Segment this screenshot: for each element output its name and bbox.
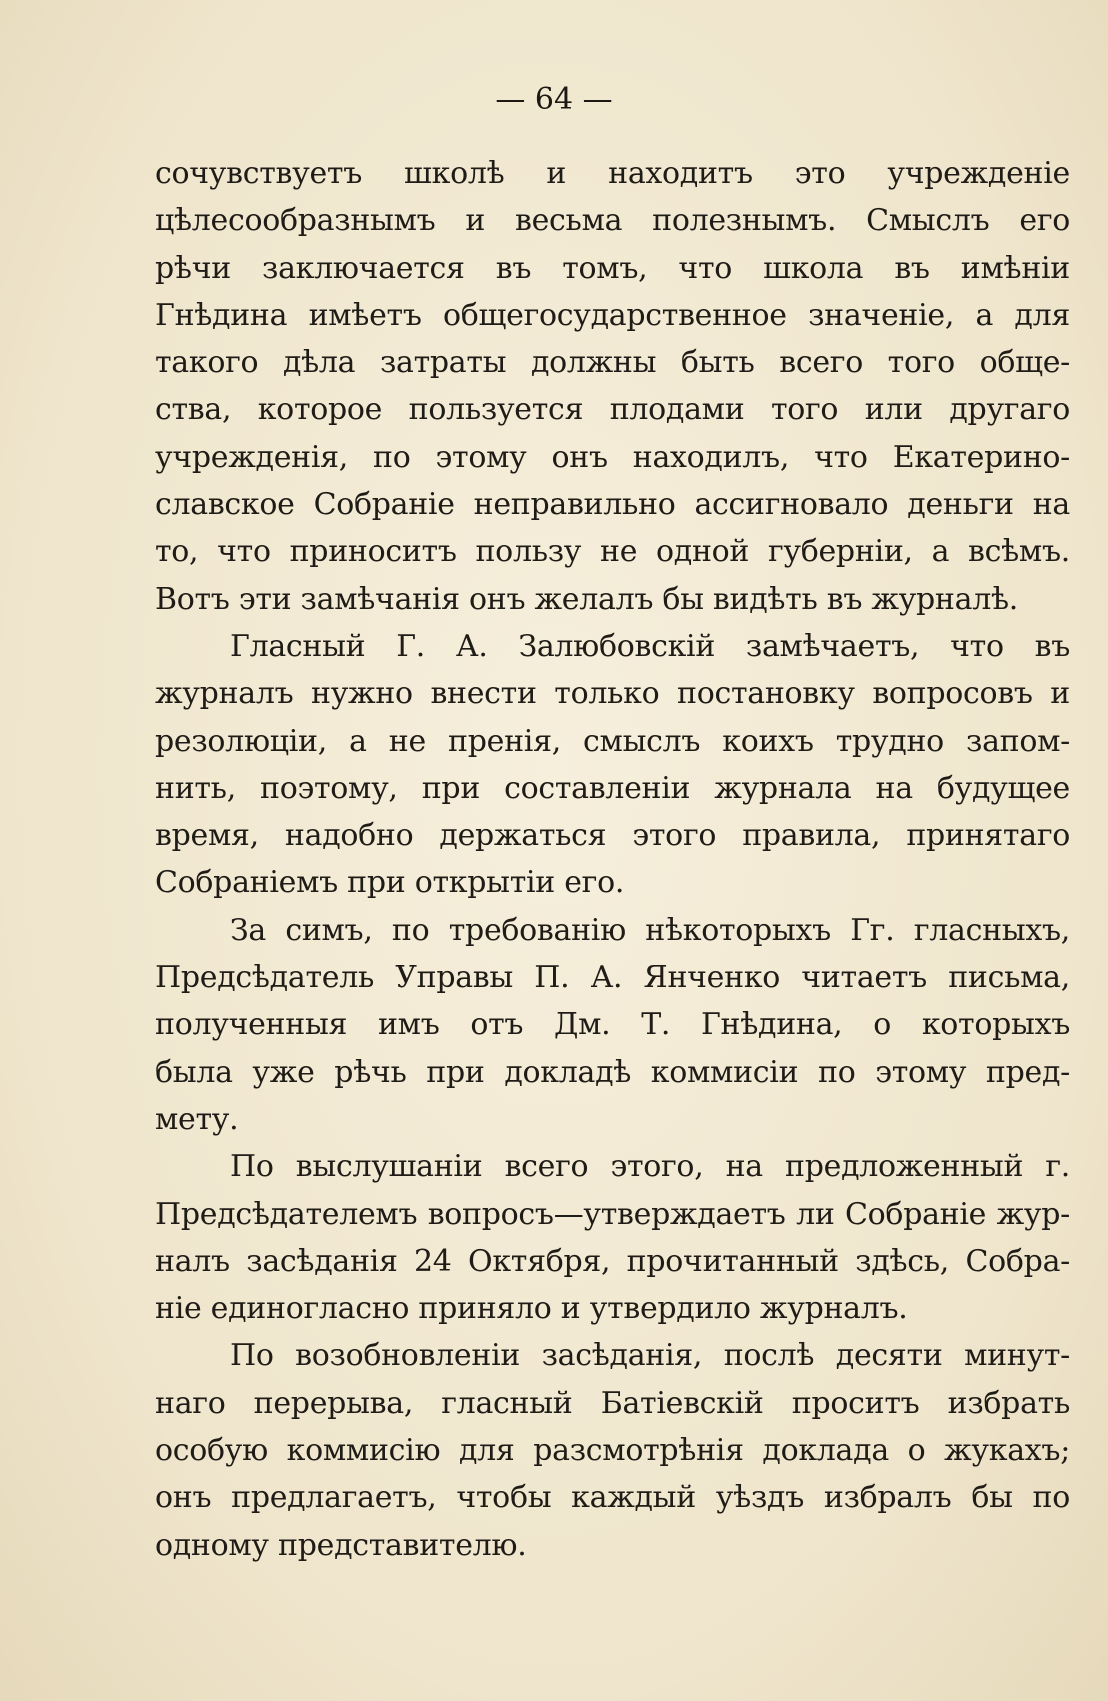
- text-line: Вотъ эти замѣчанія онъ желалъ бы видѣть въ журналѣ.: [155, 581, 1018, 617]
- text-line: полученныя имъ отъ Дм. Т. Гнѣдина, о которыхъ: [155, 1007, 1070, 1043]
- text-line: онъ предлагаетъ, чтобы каждый уѣздъ избралъ бы по: [155, 1480, 1070, 1516]
- text-line: резолюціи, а не пренія, смыслъ коихъ трудно запом-: [155, 723, 1070, 759]
- text-line: Предсѣдатель Управы П. А. Янченко читаетъ письма,: [155, 960, 1070, 996]
- text-line: наго перерыва, гласный Батіевскій проситъ избрать: [155, 1385, 1070, 1421]
- page-text-body: [155, 150, 1070, 1569]
- page-number: — 64 —: [495, 82, 613, 117]
- text-line: По выслушаніи всего этого, на предложенный г.: [230, 1149, 1070, 1185]
- text-line: одному представителю.: [155, 1527, 527, 1563]
- text-line: сочувствуетъ школѣ и находитъ это учрежденіе: [155, 156, 1070, 191]
- text-line: рѣчи заключается въ томъ, что школа въ имѣніи: [155, 250, 1070, 286]
- text-line: журналъ нужно внести только постановку вопросовъ и: [155, 676, 1070, 712]
- text-line: налъ засѣданія 24 Октября, прочитанный здѣсь, Собра-: [155, 1243, 1070, 1279]
- text-line: Гнѣдина имѣетъ общегосударственное значеніе, а для: [155, 297, 1070, 333]
- text-line: то, что приноситъ пользу не одной губерніи, а всѣмъ.: [155, 534, 1070, 570]
- text-line: такого дѣла затраты должны быть всего того обще-: [155, 345, 1070, 381]
- text-line: славское Собраніе неправильно ассигновало деньги на: [155, 487, 1070, 523]
- text-line: ніе единогласно приняло и утвердило журналъ.: [155, 1291, 908, 1327]
- text-line: учрежденія, по этому онъ находилъ, что Екатерино-: [155, 439, 1070, 475]
- text-line: мету.: [155, 1101, 239, 1137]
- text-line: Предсѣдателемъ вопросъ—утверждаетъ ли Собраніе жур-: [155, 1196, 1070, 1232]
- text-line: Собраніемъ при открытіи его.: [155, 865, 625, 901]
- text-line: была уже рѣчь при докладѣ коммисіи по этому пред-: [155, 1054, 1070, 1090]
- text-line: особую коммисію для разсмотрѣнія доклада о жукахъ;: [155, 1433, 1070, 1469]
- text-line: За симъ, по требованію нѣкоторыхъ Гг. гласныхъ,: [230, 912, 1070, 948]
- text-line: время, надобно держаться этого правила, принятаго: [155, 818, 1070, 854]
- text-line: ства, которое пользуется плодами того или другаго: [155, 392, 1070, 428]
- text-line: Гласный Г. А. Залюбовскій замѣчаетъ, что въ: [230, 628, 1070, 664]
- text-line: нить, поэтому, при составленіи журнала на будущее: [155, 770, 1070, 806]
- text-line: По возобновленіи засѣданія, послѣ десяти минут-: [230, 1338, 1070, 1374]
- text-line: цѣлесообразнымъ и весьма полезнымъ. Смыслъ его: [155, 203, 1070, 239]
